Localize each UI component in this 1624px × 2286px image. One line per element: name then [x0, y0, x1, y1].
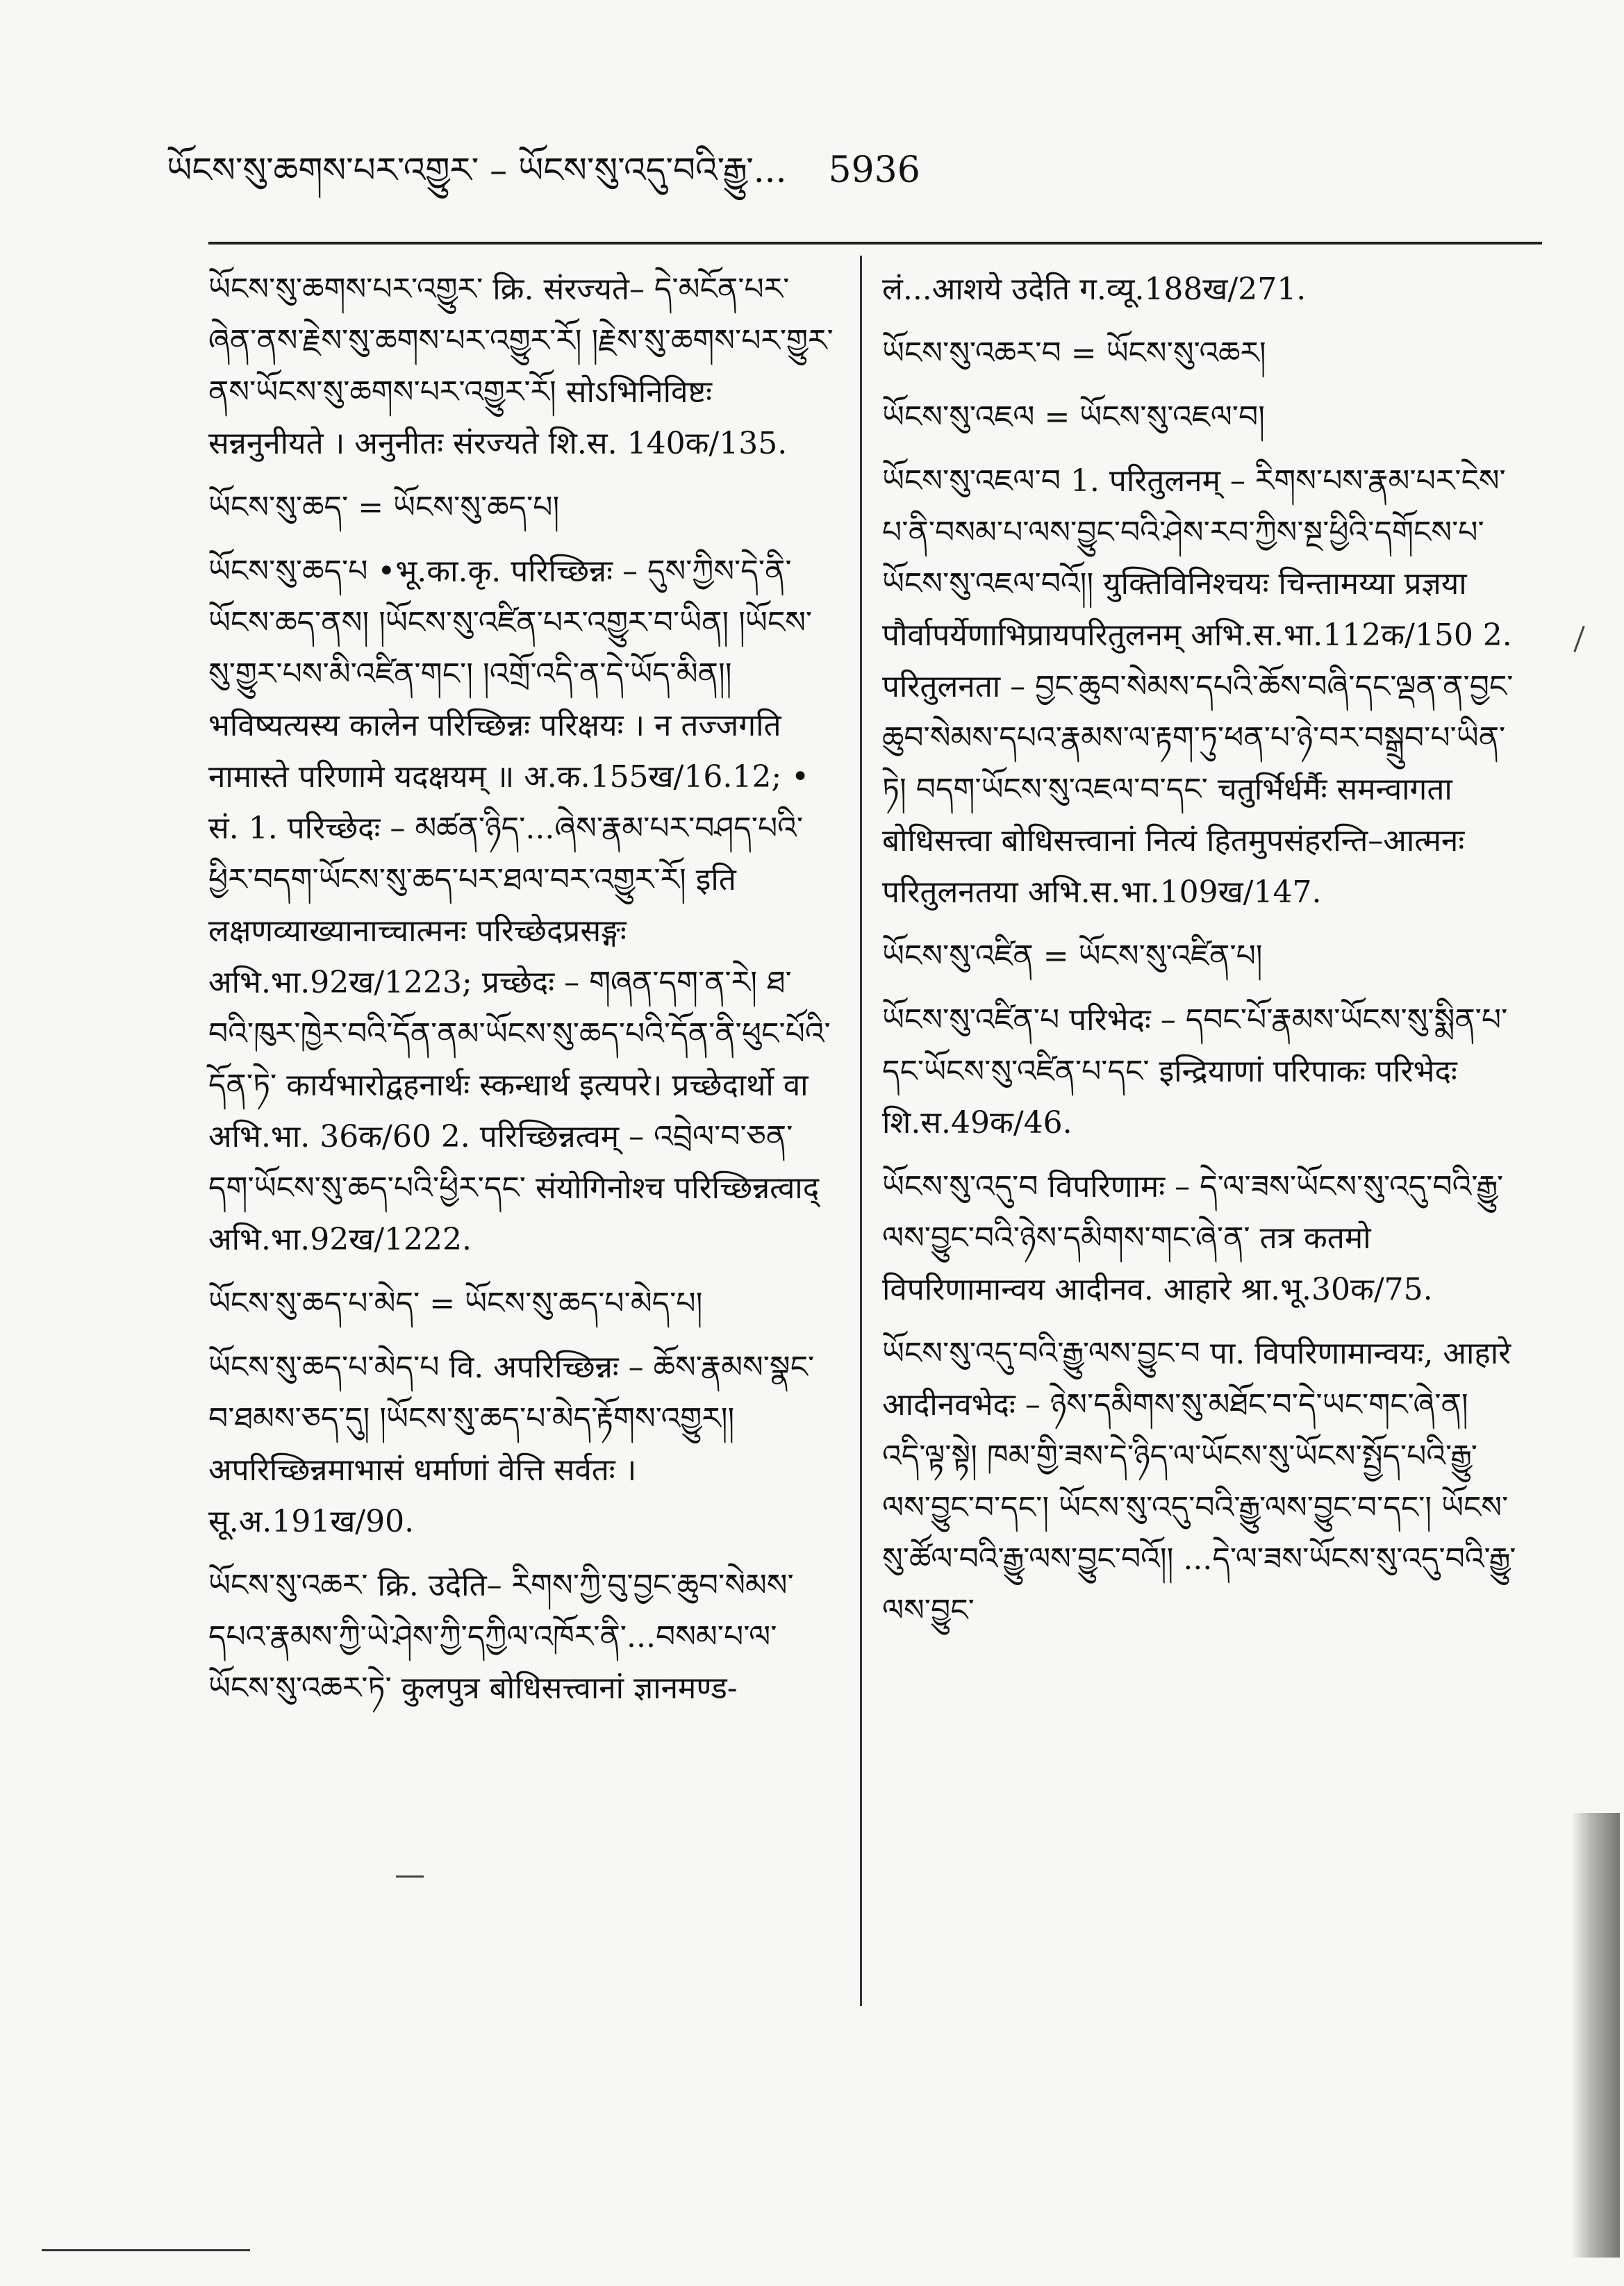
- dictionary-entry: ཡོངས་སུ་འཛིན = ཡོངས་སུ་འཛིན་པ།: [882, 938, 1263, 974]
- dictionary-entry: ཡོངས་སུ་ཆད་པ་མེད་པ वि. अपरिच्छिन्नः – ཆོས་རྣམས་སྣང་བ་ཐམས་ཅད་དུ། །ཡོངས་སུ་ཆད་པ་མེད་རྟོགས་འགྱུར།། अपरिच्छिन्नमाभासं धर्माणां वेत्ति सर्वतः । सू.अ.191ख/90.: [208, 1350, 815, 1539]
- dictionary-entry: ཡོངས་སུ་ཆད་ = ཡོངས་སུ་ཆད་པ།: [208, 490, 560, 525]
- running-header: [167, 139, 931, 201]
- left-column: [208, 264, 834, 1727]
- dictionary-entry: ཡོངས་སུ་འདུ་བའི་རྒྱུ་ལས་བྱུང་བ पा. विपरिणामान्वयः, आहारे आदीनवभेदः – ཉེས་དམིགས་སུ་མཐོང་བ་དེ་ཡང་གང་ཞེ་ན། འདི་ལྟ་སྟེ། ཁམ་གྱི་ཟས་དེ་ཉིད་ལ་ཡོངས་སུ་ཡོངས་སྤྱོད་པའི་རྒྱུ་ལས་བྱུང་བ་དང་། ཡོངས་སུ་འདུ་བའི་རྒྱུ་ལས་བྱུང་བ་དང་། ཡོངས་སུ་ཚོལ་བའི་རྒྱུ་ལས་བྱུང་བའོ།། ...དེ་ལ་ཟས་ཡོངས་སུ་འདུ་བའི་རྒྱུ་ལས་བྱུང་: [882, 1336, 1516, 1628]
- page-number: 5936: [828, 149, 920, 191]
- scan-shadow: [1571, 1813, 1620, 2258]
- stray-mark: [396, 1875, 424, 1878]
- dictionary-entry: ཡོངས་སུ་ཆད་པ •भू.का.कृ. परिच्छिन्नः – དུས་ཀྱིས་དེ་ནི་ཡོངས་ཆད་ནས། །ཡོངས་སུ་འཛིན་པར་འགྱུར་བ་ཡིན། །ཡོངས་སུ་གྱུར་པས་མི་འཛིན་གང་། །འགྲོ་འདི་ན་དེ་ཡོད་མིན།། भविष्यत्यस्य कालेन परिच्छिन्नः परिक्षयः । न तज्जगति नामास्ते परिणामे यदक्षयम् ॥ अ.क.155ख/16.12; • सं. 1. परिच्छेदः – མཚན་ཉིད་...ཞེས་རྣམ་པར་བཤད་པའི་ཕྱིར་བདག་ཡོངས་སུ་ཆད་པར་ཐལ་བར་འགྱུར་རོ། इति लक्षणव्याख्यानाच्चात्मनः परिच्छेदप्रसङ्गः अभि.भा.92ख/1223; प्रच्छेदः – གཞན་དག་ན་རེ། ཐ་བའི་ཁུར་ཁྱེར་བའི་དོན་ནམ་ཡོངས་སུ་ཆད་པའི་དོན་ནི་ཕུང་པོའི་དོན་ཏེ་ कार्यभारोद्वहनार्थः स्कन्धार्थ इत्यपरे। प्रच्छेदार्थो वा अभि.भा. 36क/60 2. परिच्छिन्नत्वम् – འབྲེལ་བ་ཅན་དག་ཡོངས་སུ་ཆད་པའི་ཕྱིར་དང་ संयोगिनोश्च परिच्छिन्नत्वाद् अभि.भा.92ख/1222.: [208, 554, 831, 1257]
- right-column: [882, 264, 1521, 1649]
- dictionary-entry: ཡོངས་སུ་འཆར་བ = ཡོངས་སུ་འཆར།: [882, 336, 1266, 371]
- stray-mark: [1573, 626, 1585, 653]
- header-title: ཡོངས་སུ་ཆགས་པར་འགྱུར་ – ཡོངས་སུ་འདུ་བའི་རྒྱུ་...: [167, 150, 787, 190]
- dictionary-entry: ཡོངས་སུ་ཆགས་པར་འགྱུར་ क्रि. संरज्यते– དེ་མངོན་པར་ཞེན་ནས་རྗེས་སུ་ཆགས་པར་འགྱུར་རོ། །རྗེས་སུ་ཆགས་པར་གྱུར་ནས་ཡོངས་སུ་ཆགས་པར་འགྱུར་རོ། सोऽभिनिविष्टः सन्ननुनीयते । अनुनीतः संरज्यते शि.स. 140क/135.: [208, 272, 834, 461]
- column-divider: [860, 256, 862, 2006]
- dictionary-entry: ཡོངས་སུ་འཆར་ क्रि. उदेति– རིགས་ཀྱི་བུ་བྱང་ཆུབ་སེམས་དཔའ་རྣམས་ཀྱི་ཡེ་ཤེས་ཀྱི་དཀྱིལ་འཁོར་ནི་...བསམ་པ་ལ་ཡོངས་སུ་འཆར་ཏེ་ कुलपुत्र बोधिसत्त्वानां ज्ञानमण्ड-: [208, 1568, 794, 1706]
- dictionary-entry: ཡོངས་སུ་ཆད་པ་མེད་ = ཡོངས་སུ་ཆད་པ་མེད་པ།: [208, 1286, 703, 1321]
- dictionary-entry: ཡོངས་སུ་འཇལ་བ 1. परितुलनम् – རིགས་པས་རྣམ་པར་ངེས་པ་ནི་བསམ་པ་ལས་བྱུང་བའི་ཤེས་རབ་ཀྱིས་སྔ་ཕྱིའི་དགོངས་པ་ཡོངས་སུ་འཇལ་བའོ།། युक्तिविनिश्चयः चिन्तामय्या प्रज्ञया पौर्वापर्येणाभिप्रायपरितुलनम् अभि.स.भा.112क/150 2. परितुलनता – བྱང་ཆུབ་སེམས་དཔའི་ཆོས་བཞི་དང་ལྡན་ན་བྱང་ཆུབ་སེམས་དཔའ་རྣམས་ལ་རྟག་ཏུ་ཕན་པ་ཉེ་བར་བསྒྲུབ་པ་ཡིན་ཏེ། བདག་ཡོངས་སུ་འཇལ་བ་དང་ चतुर्भिर्धर्मैः समन्वागता बोधिसत्त्वा बोधिसत्त्वानां नित्यं हितमुपसंहरन्ति–आत्मनः परितुलनतया अभि.स.भा.109ख/147.: [882, 463, 1514, 910]
- footer-rule: [42, 2249, 250, 2251]
- dictionary-entry: ཡོངས་སུ་འཇལ = ཡོངས་སུ་འཇལ་བ།: [882, 399, 1265, 435]
- dictionary-entry: ཡོངས་སུ་འདུ་བ विपरिणामः – དེ་ལ་ཟས་ཡོངས་སུ་འདུ་བའི་རྒྱུ་ལས་བྱུང་བའི་ཉེས་དམིགས་གང་ཞེ་ན་ तत्र कतमो विपरिणामान्वय आदीनव. आहारे श्रा.भू.30क/75.: [882, 1169, 1504, 1307]
- dictionary-entry: ཡོངས་སུ་འཛིན་པ परिभेदः – དབང་པོ་རྣམས་ཡོངས་སུ་སྨིན་པ་དང་ཡོངས་སུ་འཛིན་པ་དང་ इन्द्रियाणां परिपाकः परिभेदः शि.स.49क/46.: [882, 1002, 1508, 1141]
- dictionary-entry: लं...आशये उदेति ग.व्यू.188ख/271.: [882, 272, 1307, 307]
- header-rule: [208, 242, 1542, 245]
